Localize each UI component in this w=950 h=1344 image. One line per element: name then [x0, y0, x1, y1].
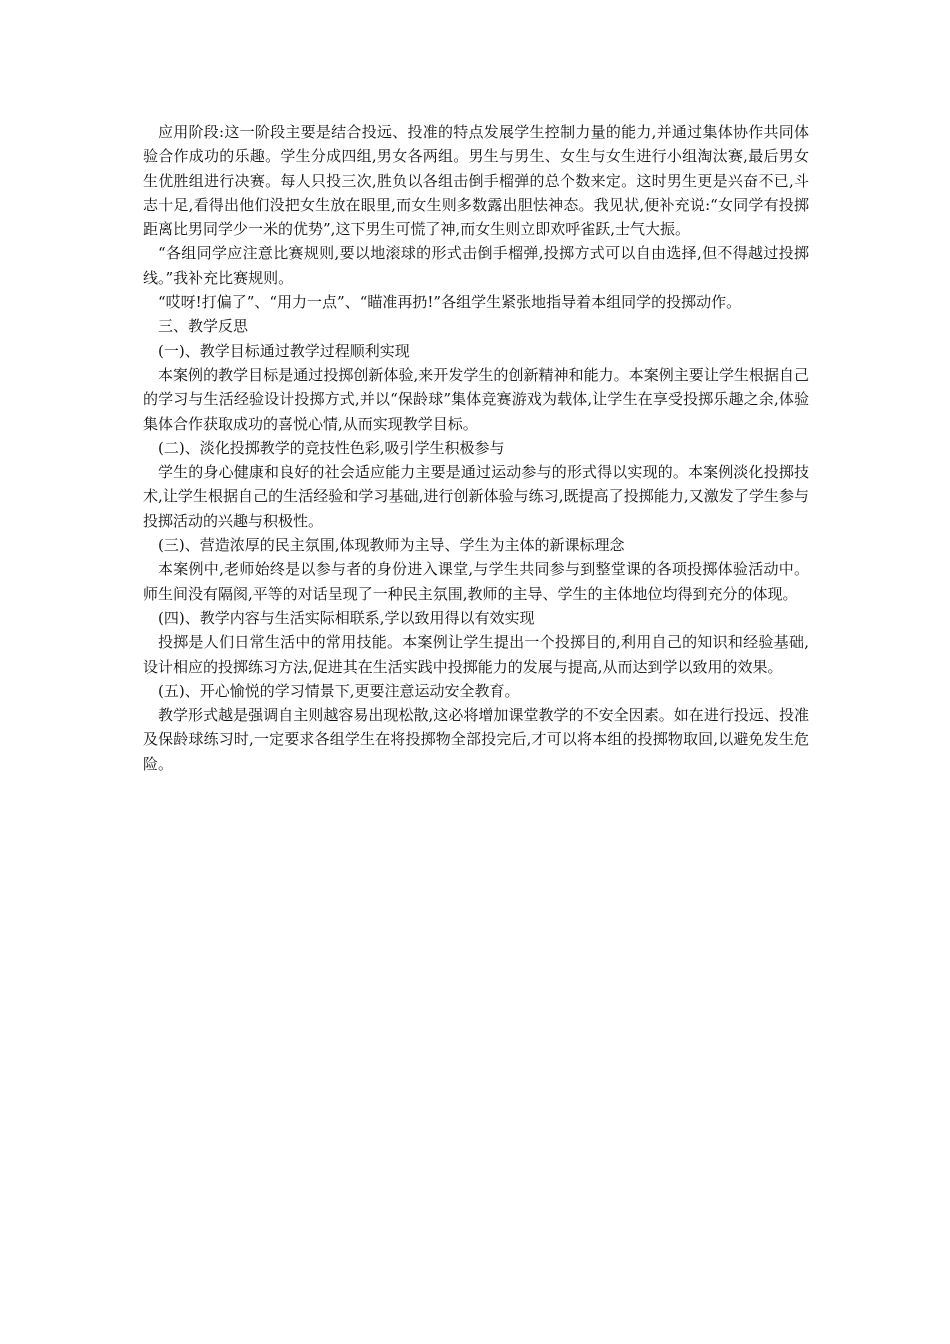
paragraph-application-stage: 应用阶段:这一阶段主要是结合投远、投准的特点发展学生控制力量的能力,并通过集体协作共同体验合作成功的乐趣。学生分成四组,男女各两组。男生与男生、女生与女生进行小组淘汰赛,最后男女生优胜组进行决赛。每人只投三次,胜负以各组击倒手榴弹的总个数来定。这时男生更是兴奋不已,斗志十足,看得出他们没把女生放在眼里,而女生则多数露出胆怯神态。我见状,便补充说:“女同学有投掷距离比男同学少一米的优势”,这下男生可慌了神,而女生则立即欢呼雀跃,士气大振。	[143, 123, 809, 239]
subheading-4: (四)、教学内容与生活实际相联系,学以致用得以有效实现	[158, 608, 535, 627]
paragraph-1: 本案例的教学目标是通过投掷创新体验,来开发学生的创新精神和能力。本案例主要让学生根据自己的学习与生活经验设计投掷方式,并以“保龄球”集体竞赛游戏为载体,让学生在享受投掷乐趣之余,体验集体合作获取成功的喜悦心情,从而实现教学目标。	[143, 365, 809, 433]
paragraph-4: 投掷是人们日常生活中的常用技能。本案例让学生提出一个投掷目的,利用自己的知识和经验基础,设计相应的投掷练习方法,促进其在生活实践中投掷能力的发展与提高,从而达到学以致用的效果。	[143, 633, 809, 676]
subheading-1: (一)、教学目标通过教学过程顺利实现	[158, 341, 410, 360]
paragraph-2: 学生的身心健康和良好的社会适应能力主要是通过运动参与的形式得以实现的。本案例淡化投掷技术,让学生根据自己的生活经验和学习基础,进行创新体验与练习,既提高了投掷能力,又激发了学生参与投掷活动的兴趣与积极性。	[143, 463, 809, 530]
paragraph-students-shouting: “哎呀!打偏了”、“用力一点”、“瞄准再扔!”各组学生紧张地指导着本组同学的投掷动作。	[158, 293, 742, 312]
paragraph-5: 教学形式越是强调自主则越容易出现松散,这必将增加课堂教学的不安全因素。如在进行投远、投准及保龄球练习时,一定要求各组学生在将投掷物全部投完后,才可以将本组的投掷物取回,以避免发生危险。	[143, 706, 809, 773]
document-page	[143, 120, 809, 776]
section-heading-reflection: 三、教学反思	[158, 317, 249, 336]
subheading-5: (五)、开心愉悦的学习情景下,更要注意运动安全教育。	[158, 681, 520, 700]
paragraph-3: 本案例中,老师始终是以参与者的身份进入课堂,与学生共同参与到整堂课的各项投掷体验活动中。师生间没有隔阂,平等的对话呈现了一种民主氛围,教师的主导、学生的主体地位均得到充分的体现。	[143, 560, 809, 603]
subheading-3: (三)、营造浓厚的民主氛围,体现教师为主导、学生为主体的新课标理念	[158, 536, 625, 555]
paragraph-competition-rules: “各组同学应注意比赛规则,要以地滚球的形式击倒手榴弹,投掷方式可以自由选择,但不得越过投掷线。”我补充比赛规则。	[143, 244, 809, 287]
subheading-2: (二)、淡化投掷教学的竞技性色彩,吸引学生积极参与	[158, 438, 505, 457]
